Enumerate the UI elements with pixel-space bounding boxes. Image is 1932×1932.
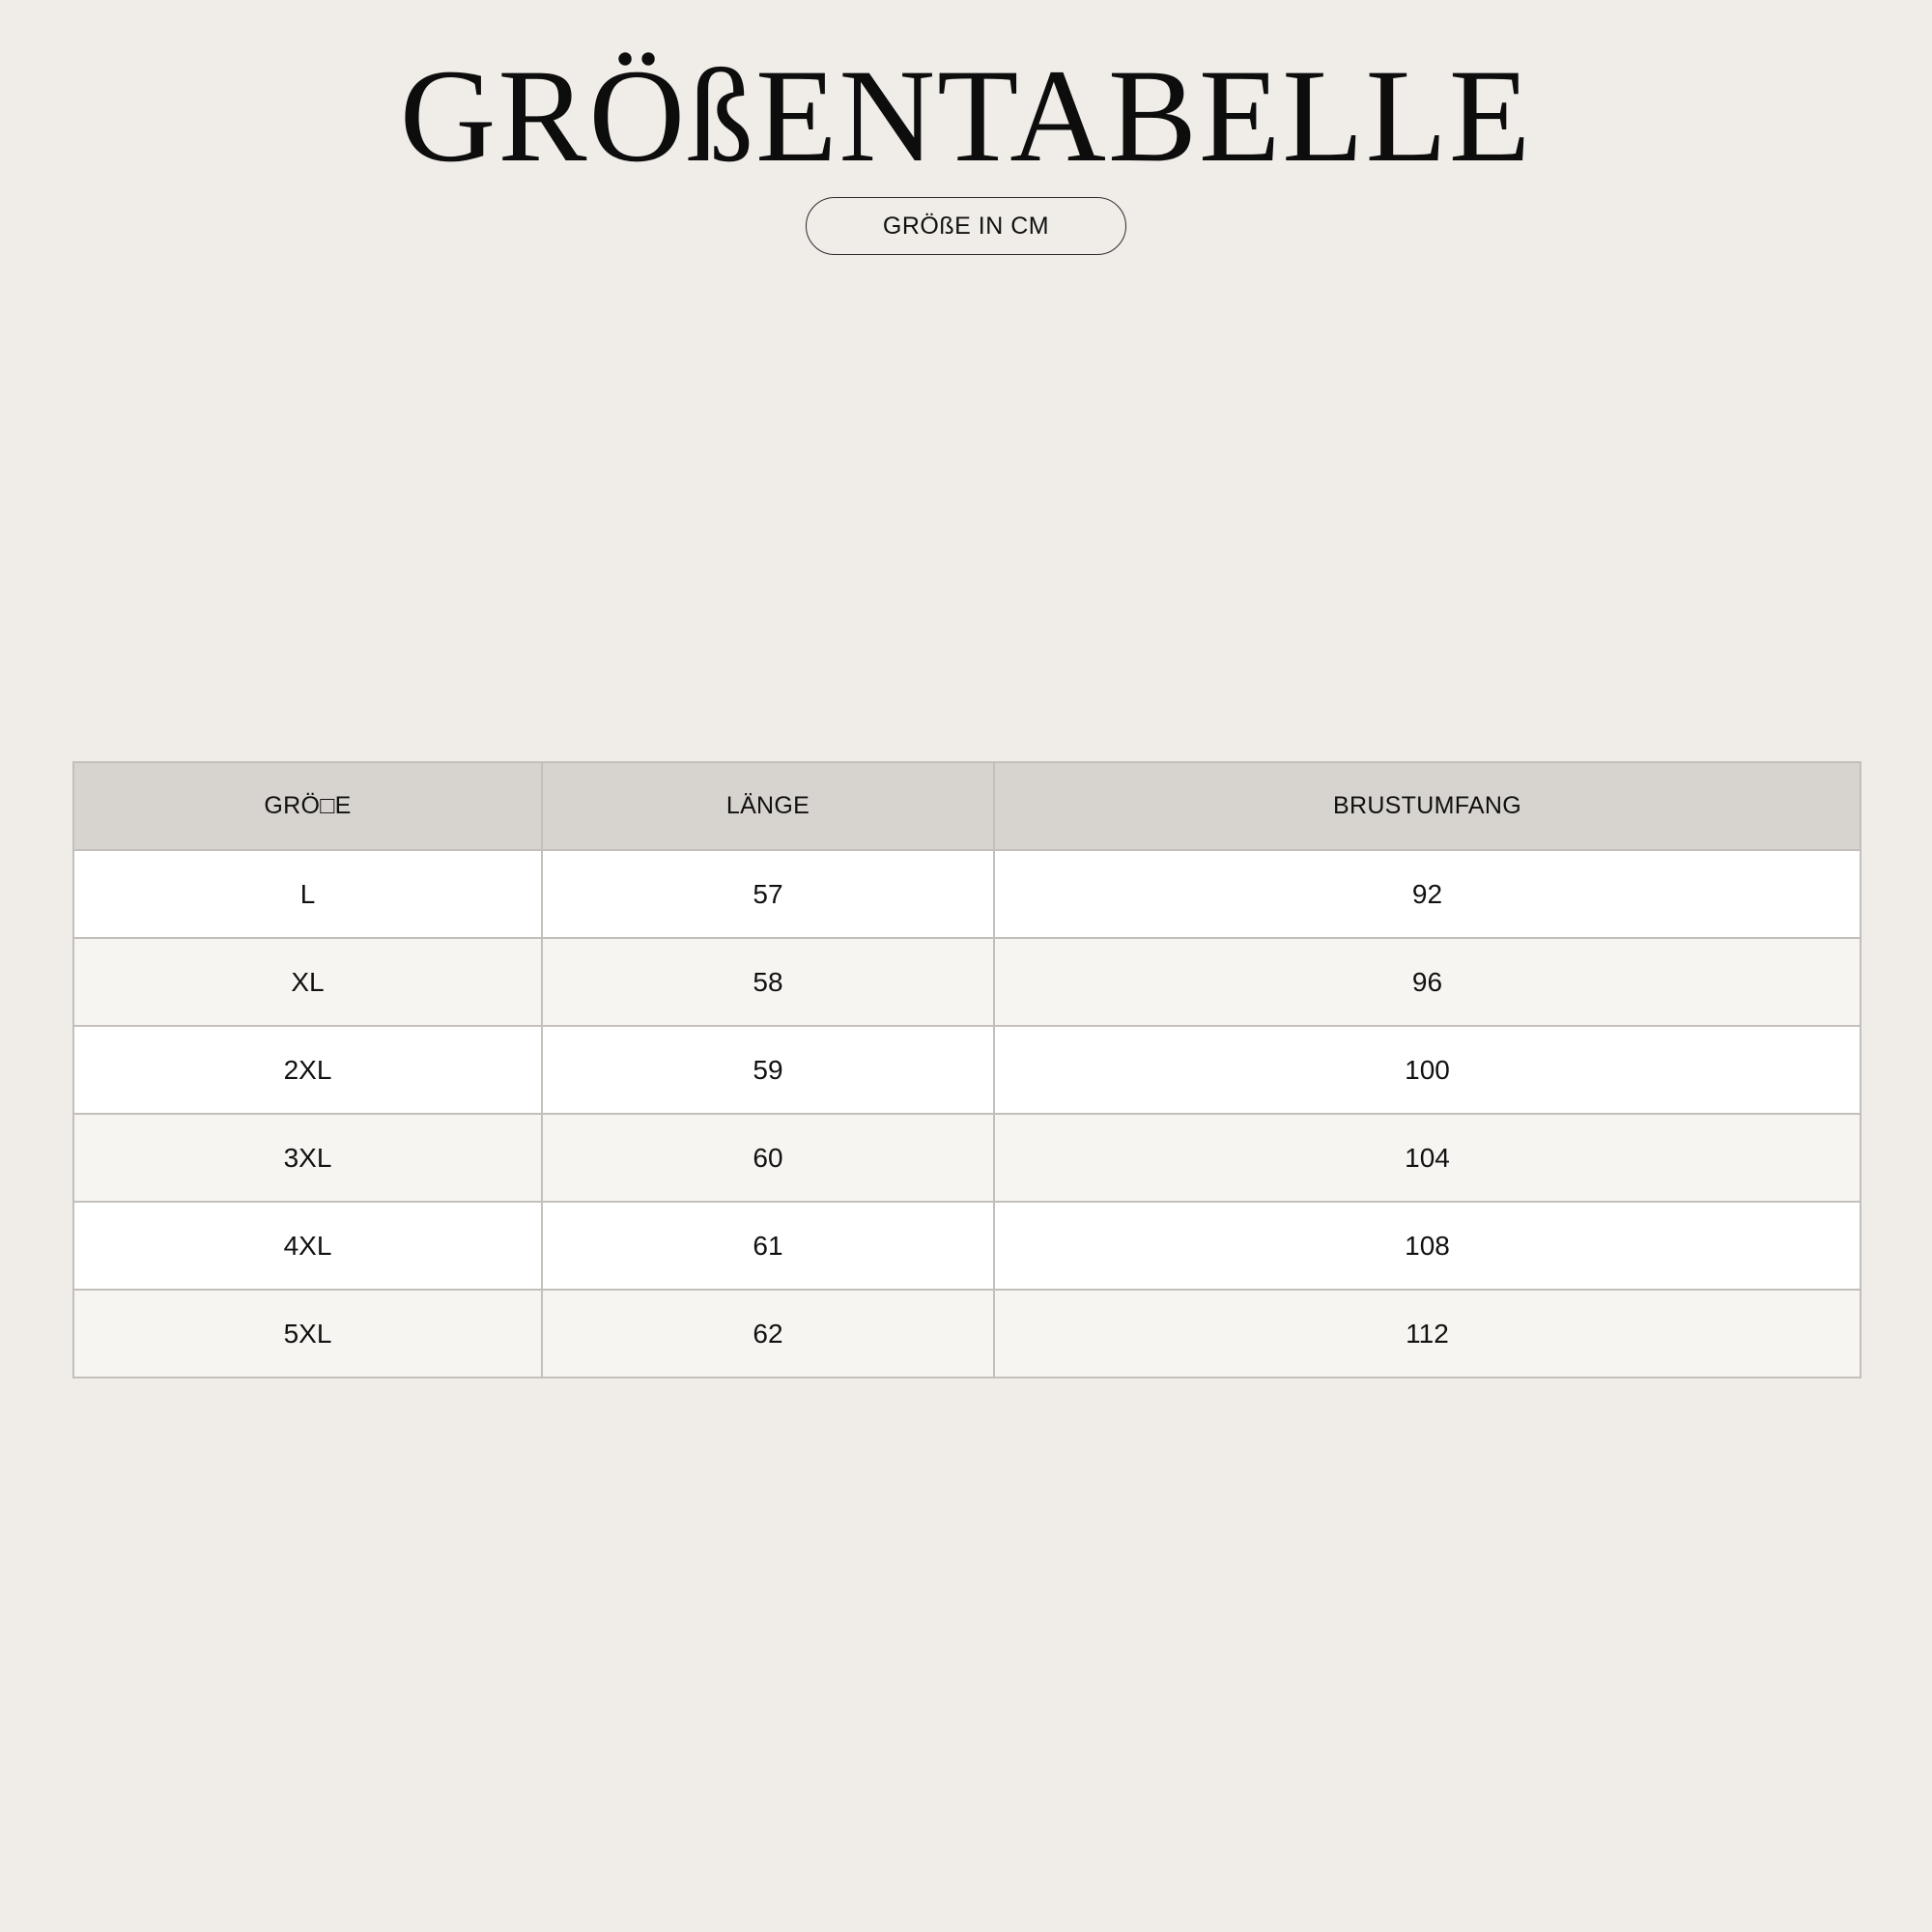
cell-length: 59 [542,1026,994,1114]
page-title: GRÖßENTABELLE [399,42,1533,189]
cell-size: 5XL [73,1290,542,1378]
cell-length: 61 [542,1202,994,1290]
cell-chest: 108 [994,1202,1861,1290]
cell-size: L [73,850,542,938]
size-table [72,761,1861,1378]
cell-length: 57 [542,850,994,938]
table-row [73,938,1861,1026]
cell-chest: 112 [994,1290,1861,1378]
cell-size: 3XL [73,1114,542,1202]
cell-length: 58 [542,938,994,1026]
cell-size: XL [73,938,542,1026]
table-row [73,1114,1861,1202]
cell-size: 4XL [73,1202,542,1290]
table-row [73,850,1861,938]
unit-badge: GRÖßE IN CM [806,197,1126,255]
cell-chest: 96 [994,938,1861,1026]
cell-length: 60 [542,1114,994,1202]
cell-chest: 92 [994,850,1861,938]
table-row [73,1202,1861,1290]
cell-size: 2XL [73,1026,542,1114]
table-row [73,1290,1861,1378]
cell-length: 62 [542,1290,994,1378]
cell-chest: 100 [994,1026,1861,1114]
table-row [73,1026,1861,1114]
column-header-size: GRÖ□E [73,762,542,850]
cell-chest: 104 [994,1114,1861,1202]
column-header-length: LÄNGE [542,762,994,850]
column-header-chest: BRUSTUMFANG [994,762,1861,850]
table-header-row [73,762,1861,850]
